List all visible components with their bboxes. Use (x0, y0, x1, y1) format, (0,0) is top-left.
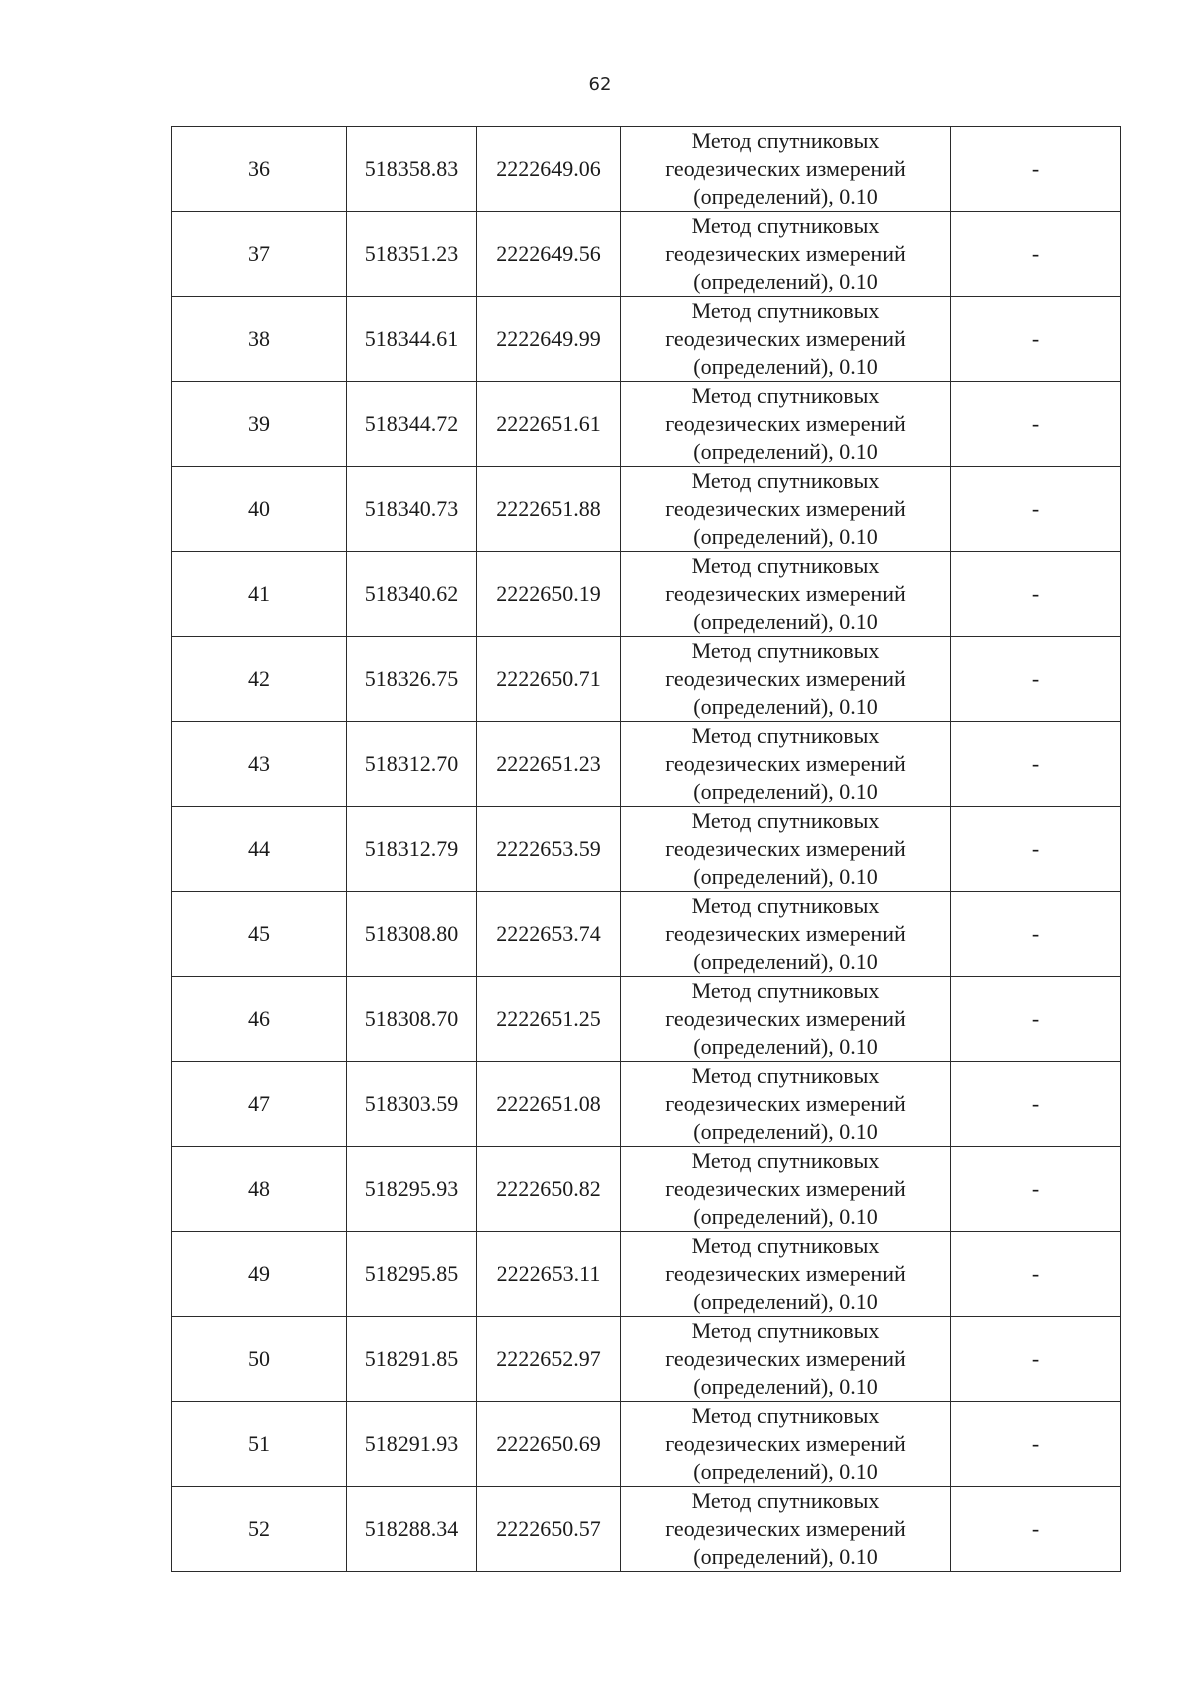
method-accuracy-cell (621, 212, 951, 297)
note-cell: - (951, 297, 1121, 382)
method-line: (определений), 0.10 (693, 949, 878, 974)
method-accuracy-cell (621, 382, 951, 467)
table-row (172, 977, 1121, 1062)
method-line: геодезических измерений (665, 1006, 906, 1031)
method-line: Метод спутниковых (691, 723, 880, 748)
table-row (172, 1147, 1121, 1232)
x-coordinate-cell: 518291.93 (347, 1402, 477, 1487)
x-coordinate-cell: 518291.85 (347, 1317, 477, 1402)
y-coordinate-cell: 2222651.08 (477, 1062, 621, 1147)
table-row (172, 1317, 1121, 1402)
y-coordinate-cell: 2222652.97 (477, 1317, 621, 1402)
note-cell: - (951, 637, 1121, 722)
y-coordinate-cell: 2222650.19 (477, 552, 621, 637)
method-line: (определений), 0.10 (693, 609, 878, 634)
method-line: Метод спутниковых (691, 383, 880, 408)
method-accuracy-cell (621, 552, 951, 637)
method-line: Метод спутниковых (691, 1403, 880, 1428)
x-coordinate-cell: 518308.70 (347, 977, 477, 1062)
note-cell: - (951, 722, 1121, 807)
point-number-cell: 43 (172, 722, 347, 807)
method-line: Метод спутниковых (691, 553, 880, 578)
note-cell: - (951, 1232, 1121, 1317)
x-coordinate-cell: 518308.80 (347, 892, 477, 977)
x-coordinate-cell: 518351.23 (347, 212, 477, 297)
method-line: геодезических измерений (665, 666, 906, 691)
method-line: (определений), 0.10 (693, 524, 878, 549)
method-line: геодезических измерений (665, 1261, 906, 1286)
method-line: (определений), 0.10 (693, 354, 878, 379)
y-coordinate-cell: 2222650.71 (477, 637, 621, 722)
note-cell: - (951, 1487, 1121, 1572)
y-coordinate-cell: 2222649.99 (477, 297, 621, 382)
y-coordinate-cell: 2222649.06 (477, 127, 621, 212)
x-coordinate-cell: 518340.62 (347, 552, 477, 637)
y-coordinate-cell: 2222651.88 (477, 467, 621, 552)
method-line: (определений), 0.10 (693, 779, 878, 804)
y-coordinate-cell: 2222651.25 (477, 977, 621, 1062)
point-number-cell: 52 (172, 1487, 347, 1572)
point-number-cell: 49 (172, 1232, 347, 1317)
method-line: геодезических измерений (665, 326, 906, 351)
point-number-cell: 46 (172, 977, 347, 1062)
method-accuracy-cell (621, 297, 951, 382)
method-accuracy-cell (621, 467, 951, 552)
method-line: (определений), 0.10 (693, 1034, 878, 1059)
method-line: (определений), 0.10 (693, 1459, 878, 1484)
note-cell: - (951, 467, 1121, 552)
x-coordinate-cell: 518312.79 (347, 807, 477, 892)
x-coordinate-cell: 518295.85 (347, 1232, 477, 1317)
method-line: (определений), 0.10 (693, 1204, 878, 1229)
method-line: геодезических измерений (665, 156, 906, 181)
method-line: геодезических измерений (665, 1346, 906, 1371)
method-accuracy-cell (621, 1232, 951, 1317)
x-coordinate-cell: 518312.70 (347, 722, 477, 807)
point-number-cell: 41 (172, 552, 347, 637)
method-line: Метод спутниковых (691, 808, 880, 833)
y-coordinate-cell: 2222653.74 (477, 892, 621, 977)
method-line: (определений), 0.10 (693, 864, 878, 889)
method-line: (определений), 0.10 (693, 694, 878, 719)
table-row (172, 722, 1121, 807)
y-coordinate-cell: 2222650.82 (477, 1147, 621, 1232)
point-number-cell: 47 (172, 1062, 347, 1147)
method-line: Метод спутниковых (691, 298, 880, 323)
note-cell: - (951, 1147, 1121, 1232)
table-row (172, 127, 1121, 212)
point-number-cell: 44 (172, 807, 347, 892)
table-row (172, 382, 1121, 467)
note-cell: - (951, 127, 1121, 212)
point-number-cell: 36 (172, 127, 347, 212)
y-coordinate-cell: 2222653.59 (477, 807, 621, 892)
method-line: Метод спутниковых (691, 1488, 880, 1513)
point-number-cell: 48 (172, 1147, 347, 1232)
point-number-cell: 45 (172, 892, 347, 977)
method-line: геодезических измерений (665, 411, 906, 436)
point-number-cell: 39 (172, 382, 347, 467)
method-line: (определений), 0.10 (693, 184, 878, 209)
table-row (172, 637, 1121, 722)
method-accuracy-cell (621, 127, 951, 212)
method-accuracy-cell (621, 1402, 951, 1487)
table-row (172, 552, 1121, 637)
method-line: Метод спутниковых (691, 1148, 880, 1173)
method-line: Метод спутниковых (691, 468, 880, 493)
table-row (172, 1062, 1121, 1147)
method-line: геодезических измерений (665, 581, 906, 606)
method-line: Метод спутниковых (691, 1318, 880, 1343)
coordinates-table (171, 126, 1121, 1572)
method-line: (определений), 0.10 (693, 1289, 878, 1314)
method-accuracy-cell (621, 807, 951, 892)
point-number-cell: 51 (172, 1402, 347, 1487)
note-cell: - (951, 1317, 1121, 1402)
x-coordinate-cell: 518344.72 (347, 382, 477, 467)
method-accuracy-cell (621, 1487, 951, 1572)
method-line: Метод спутниковых (691, 978, 880, 1003)
page-number: 62 (588, 74, 612, 95)
note-cell: - (951, 977, 1121, 1062)
method-line: геодезических измерений (665, 496, 906, 521)
method-accuracy-cell (621, 892, 951, 977)
method-accuracy-cell (621, 1317, 951, 1402)
point-number-cell: 38 (172, 297, 347, 382)
note-cell: - (951, 1402, 1121, 1487)
table-row (172, 467, 1121, 552)
x-coordinate-cell: 518340.73 (347, 467, 477, 552)
method-line: (определений), 0.10 (693, 1544, 878, 1569)
method-accuracy-cell (621, 637, 951, 722)
method-line: (определений), 0.10 (693, 439, 878, 464)
note-cell: - (951, 892, 1121, 977)
method-line: геодезических измерений (665, 1176, 906, 1201)
coordinates-table-body (172, 127, 1121, 1572)
method-line: Метод спутниковых (691, 1063, 880, 1088)
method-line: геодезических измерений (665, 1431, 906, 1456)
method-accuracy-cell (621, 722, 951, 807)
point-number-cell: 40 (172, 467, 347, 552)
method-line: геодезических измерений (665, 1091, 906, 1116)
x-coordinate-cell: 518326.75 (347, 637, 477, 722)
method-accuracy-cell (621, 977, 951, 1062)
y-coordinate-cell: 2222649.56 (477, 212, 621, 297)
x-coordinate-cell: 518344.61 (347, 297, 477, 382)
x-coordinate-cell: 518288.34 (347, 1487, 477, 1572)
method-line: геодезических измерений (665, 921, 906, 946)
method-line: Метод спутниковых (691, 638, 880, 663)
y-coordinate-cell: 2222650.69 (477, 1402, 621, 1487)
table-row (172, 1402, 1121, 1487)
method-line: геодезических измерений (665, 751, 906, 776)
table-row (172, 807, 1121, 892)
method-line: Метод спутниковых (691, 893, 880, 918)
point-number-cell: 42 (172, 637, 347, 722)
table-row (172, 297, 1121, 382)
method-line: (определений), 0.10 (693, 269, 878, 294)
method-line: (определений), 0.10 (693, 1374, 878, 1399)
method-line: геодезических измерений (665, 1516, 906, 1541)
x-coordinate-cell: 518295.93 (347, 1147, 477, 1232)
point-number-cell: 37 (172, 212, 347, 297)
note-cell: - (951, 552, 1121, 637)
x-coordinate-cell: 518303.59 (347, 1062, 477, 1147)
method-accuracy-cell (621, 1062, 951, 1147)
note-cell: - (951, 212, 1121, 297)
table-row (172, 1487, 1121, 1572)
table-row (172, 892, 1121, 977)
y-coordinate-cell: 2222653.11 (477, 1232, 621, 1317)
table-row (172, 1232, 1121, 1317)
note-cell: - (951, 1062, 1121, 1147)
method-line: геодезических измерений (665, 836, 906, 861)
x-coordinate-cell: 518358.83 (347, 127, 477, 212)
method-line: Метод спутниковых (691, 1233, 880, 1258)
method-line: Метод спутниковых (691, 128, 880, 153)
point-number-cell: 50 (172, 1317, 347, 1402)
method-line: геодезических измерений (665, 241, 906, 266)
method-line: Метод спутниковых (691, 213, 880, 238)
y-coordinate-cell: 2222650.57 (477, 1487, 621, 1572)
y-coordinate-cell: 2222651.61 (477, 382, 621, 467)
y-coordinate-cell: 2222651.23 (477, 722, 621, 807)
table-row (172, 212, 1121, 297)
method-accuracy-cell (621, 1147, 951, 1232)
note-cell: - (951, 807, 1121, 892)
note-cell: - (951, 382, 1121, 467)
method-line: (определений), 0.10 (693, 1119, 878, 1144)
